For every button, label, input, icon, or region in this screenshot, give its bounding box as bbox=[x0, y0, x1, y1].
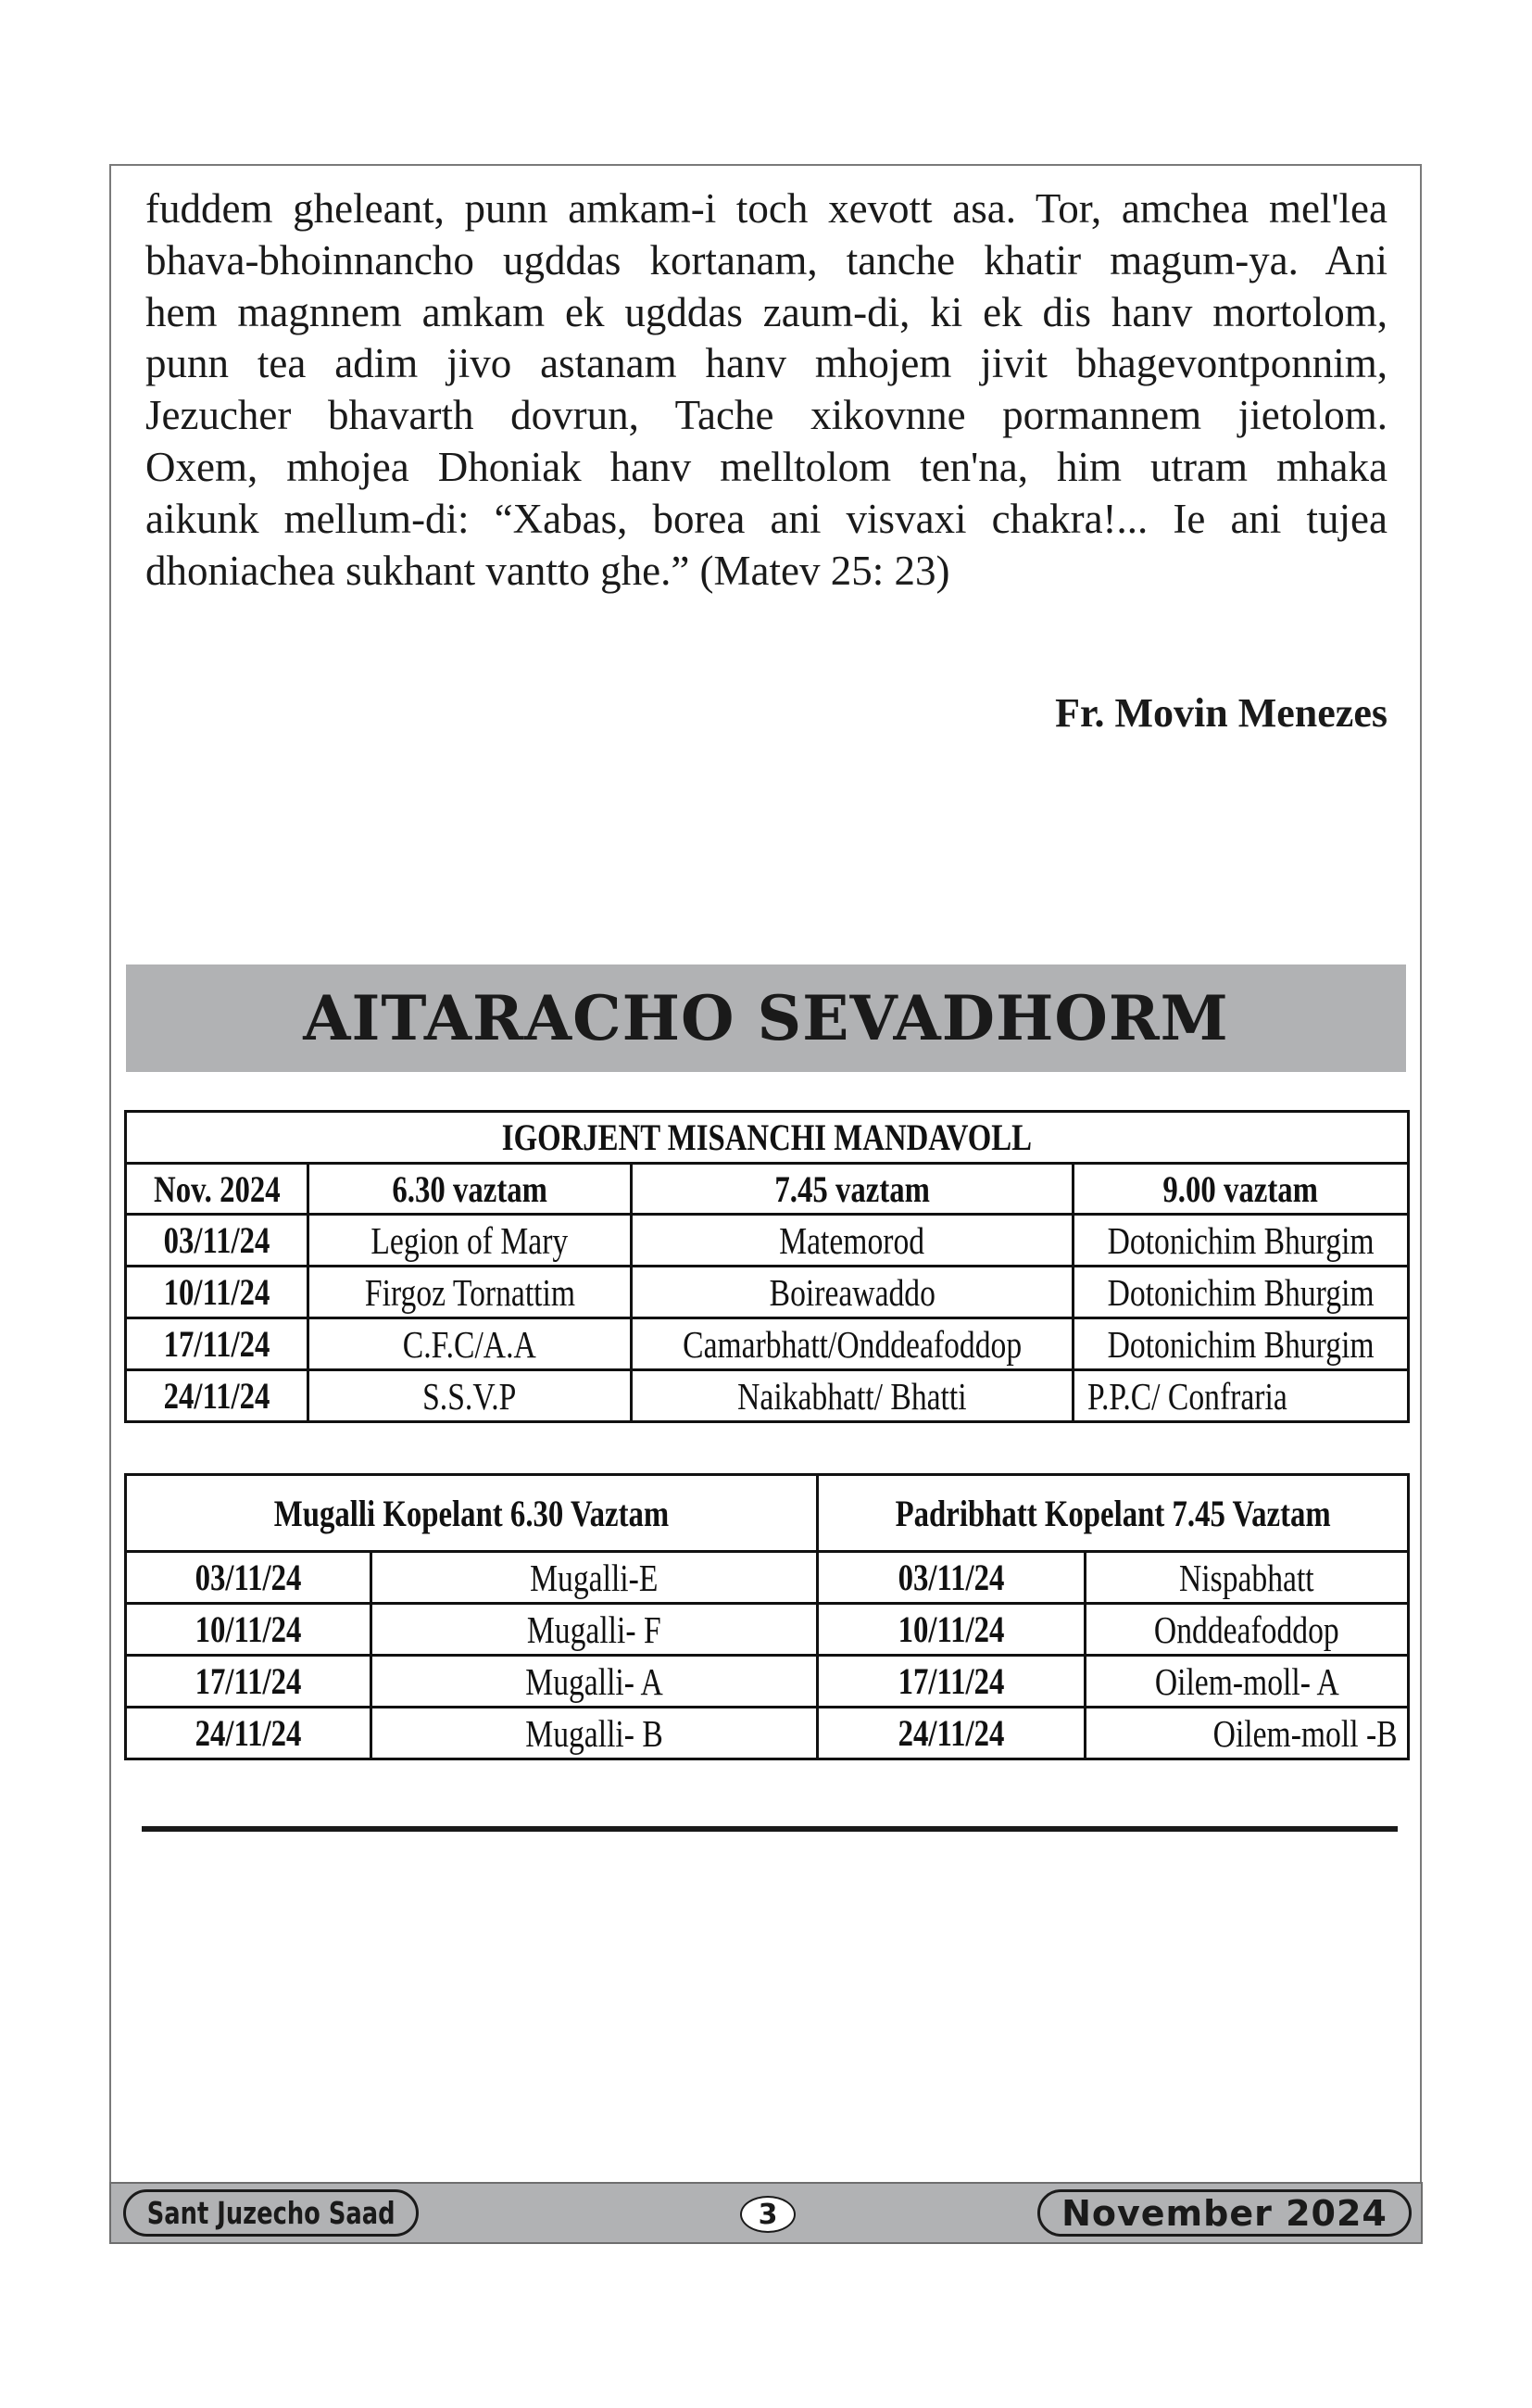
table-cell: Mugalli-E bbox=[371, 1552, 818, 1604]
date-cell: 10/11/24 bbox=[818, 1604, 1086, 1656]
table-row bbox=[126, 1656, 1409, 1708]
table-cell: Camarbhatt/Onddeafoddop bbox=[632, 1318, 1074, 1370]
section-banner bbox=[126, 964, 1406, 1072]
date-cell: 03/11/24 bbox=[126, 1552, 371, 1604]
table-cell: S.S.V.P bbox=[308, 1370, 632, 1422]
table-cell: P.P.C/ Confraria bbox=[1074, 1370, 1409, 1422]
chapel-header-mugalli: Mugalli Kopelant 6.30 Vaztam bbox=[126, 1475, 818, 1552]
table-cell: Dotonichim Bhurgim bbox=[1074, 1215, 1409, 1267]
publication-name-badge bbox=[123, 2189, 419, 2237]
page-number: 3 bbox=[740, 2196, 796, 2233]
table-title-row bbox=[126, 1112, 1409, 1164]
article-line: Oxem, mhojea Dhoniak hanv melltolom ten'na, him utram mhaka bbox=[145, 443, 1388, 490]
issue-date-badge bbox=[1037, 2189, 1412, 2237]
table-cell: Firgoz Tornattim bbox=[308, 1267, 632, 1318]
table-title: IGORJENT MISANCHI MANDAVOLL bbox=[126, 1112, 1409, 1164]
article-line: aikunk mellum-di: “Xabas, borea ani visvaxi chakra!... Ie ani tujea bbox=[145, 495, 1388, 542]
column-header: 6.30 vaztam bbox=[308, 1164, 632, 1215]
article-line: dhoniachea sukhant vantto ghe.” (Matev 25: 23) bbox=[145, 547, 950, 594]
date-cell: 03/11/24 bbox=[818, 1552, 1086, 1604]
table-cell: Naikabhatt/ Bhatti bbox=[632, 1370, 1074, 1422]
chapel-header-padribhatt: Padribhatt Kopelant 7.45 Vaztam bbox=[818, 1475, 1409, 1552]
article-line: hem magnnem amkam ek ugddas zaum-di, ki ek dis hanv mortolom, bbox=[145, 288, 1388, 335]
table-header-row bbox=[126, 1475, 1409, 1552]
issue-date: November 2024 bbox=[1061, 2192, 1388, 2234]
page-footer bbox=[109, 2182, 1423, 2244]
date-cell: 24/11/24 bbox=[126, 1370, 308, 1422]
date-cell: 10/11/24 bbox=[126, 1267, 308, 1318]
table-row bbox=[126, 1708, 1409, 1759]
table-row bbox=[126, 1552, 1409, 1604]
article-line: bhava-bhoinnancho ugddas kortanam, tanche khatir magum-ya. Ani bbox=[145, 236, 1388, 284]
article-paragraph bbox=[145, 183, 1388, 597]
date-cell: 10/11/24 bbox=[126, 1604, 371, 1656]
table-cell: Matemorod bbox=[632, 1215, 1074, 1267]
publication-name: Sant Juzecho Saad bbox=[146, 2195, 396, 2231]
article-line: punn tea adim jivo astanam hanv mhojem jivit bhagevontponnim, bbox=[145, 340, 1388, 387]
date-cell: 24/11/24 bbox=[818, 1708, 1086, 1759]
table-cell: Dotonichim Bhurgim bbox=[1074, 1318, 1409, 1370]
table-cell: Mugalli- F bbox=[371, 1604, 818, 1656]
mass-schedule-table bbox=[124, 1110, 1410, 1423]
date-cell: 17/11/24 bbox=[126, 1656, 371, 1708]
column-header: 7.45 vaztam bbox=[632, 1164, 1074, 1215]
table-cell: Nispabhatt bbox=[1086, 1552, 1409, 1604]
table-header-row bbox=[126, 1164, 1409, 1215]
date-cell: 17/11/24 bbox=[818, 1656, 1086, 1708]
table-cell: Dotonichim Bhurgim bbox=[1074, 1267, 1409, 1318]
table-cell: Legion of Mary bbox=[308, 1215, 632, 1267]
date-cell: 24/11/24 bbox=[126, 1708, 371, 1759]
article-line: fuddem gheleant, punn amkam-i toch xevott asa. Tor, amchea mel'lea bbox=[145, 185, 1388, 232]
column-header: Nov. 2024 bbox=[126, 1164, 308, 1215]
horizontal-rule bbox=[142, 1826, 1398, 1832]
table-row bbox=[126, 1370, 1409, 1422]
table-cell: Mugalli- A bbox=[371, 1656, 818, 1708]
table-row bbox=[126, 1604, 1409, 1656]
table-cell: C.F.C/A.A bbox=[308, 1318, 632, 1370]
date-cell: 03/11/24 bbox=[126, 1215, 308, 1267]
table-row bbox=[126, 1267, 1409, 1318]
table-row bbox=[126, 1318, 1409, 1370]
chapel-schedule-table bbox=[124, 1473, 1410, 1760]
table-cell: Mugalli- B bbox=[371, 1708, 818, 1759]
date-cell: 17/11/24 bbox=[126, 1318, 308, 1370]
author-signature: Fr. Movin Menezes bbox=[1055, 690, 1388, 736]
table-cell: Onddeafoddop bbox=[1086, 1604, 1409, 1656]
table-cell: Oilem-moll- A bbox=[1086, 1656, 1409, 1708]
article-line: Jezucher bhavarth dovrun, Tache xikovnne pormannem jietolom. bbox=[145, 392, 1388, 439]
table-row bbox=[126, 1215, 1409, 1267]
table-cell: Boireawaddo bbox=[632, 1267, 1074, 1318]
section-title: AITARACHO SEVADHORM bbox=[303, 982, 1229, 1054]
table-cell: Oilem-moll -B bbox=[1086, 1708, 1409, 1759]
column-header: 9.00 vaztam bbox=[1074, 1164, 1409, 1215]
